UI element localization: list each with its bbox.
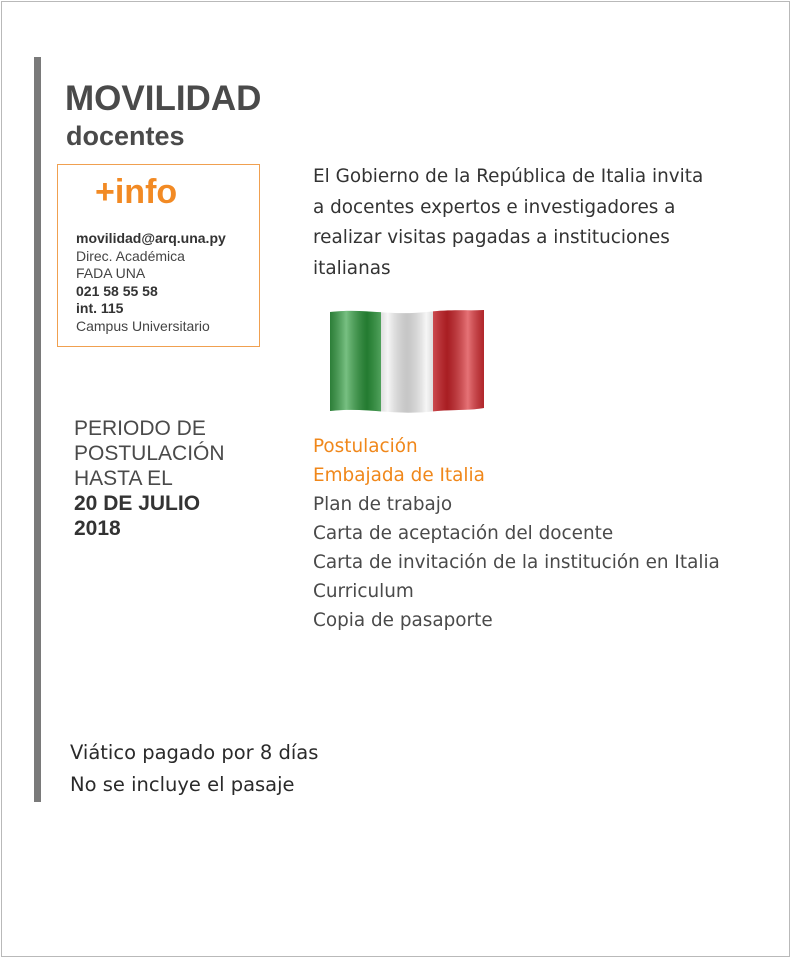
intro-paragraph (313, 162, 753, 284)
period-year: 2018 (74, 517, 121, 540)
period-line: PERIODO DE (74, 417, 206, 440)
requirements-subheading: Embajada de Italia (313, 465, 485, 486)
application-period (74, 416, 225, 541)
info-title: +info (95, 173, 178, 211)
footer-line: No se incluye el pasaje (70, 773, 295, 796)
contact-phone: 021 58 55 58 (76, 282, 158, 299)
page-subtitle: docentes (66, 121, 185, 151)
page-title: MOVILIDAD (65, 79, 262, 118)
requirement-item: Curriculum (313, 581, 414, 602)
requirement-item: Carta de invitación de la institución en Italia (313, 552, 720, 573)
period-line: POSTULACIÓN (74, 442, 225, 465)
intro-line: italianas (313, 257, 391, 279)
contact-extension: int. 115 (76, 300, 124, 316)
contact-email[interactable]: movilidad@arq.una.py (76, 230, 226, 246)
contact-location: Campus Universitario (76, 317, 210, 334)
requirement-item: Carta de aceptación del docente (313, 523, 614, 544)
contact-faculty: FADA UNA (76, 265, 146, 281)
intro-line: a docentes expertos e investigadores a (313, 196, 676, 218)
requirement-item: Copia de pasaporte (313, 610, 493, 631)
period-line: HASTA EL (74, 467, 173, 490)
intro-line: El Gobierno de la República de Italia invita (313, 166, 704, 187)
intro-line: realizar visitas pagadas a instituciones (313, 227, 670, 248)
contact-details (76, 230, 226, 335)
period-date: 20 DE JULIO (74, 492, 201, 515)
contact-info-box (57, 164, 260, 347)
left-accent-bar (34, 57, 41, 802)
requirement-item: Plan de trabajo (313, 494, 453, 515)
requirements-list (313, 432, 720, 635)
contact-dept: Direc. Académica (76, 247, 185, 264)
footer-notes (70, 737, 318, 801)
requirements-heading: Postulación (313, 436, 418, 457)
footer-line: Viático pagado por 8 días (70, 741, 319, 764)
italy-flag-icon (327, 308, 487, 414)
